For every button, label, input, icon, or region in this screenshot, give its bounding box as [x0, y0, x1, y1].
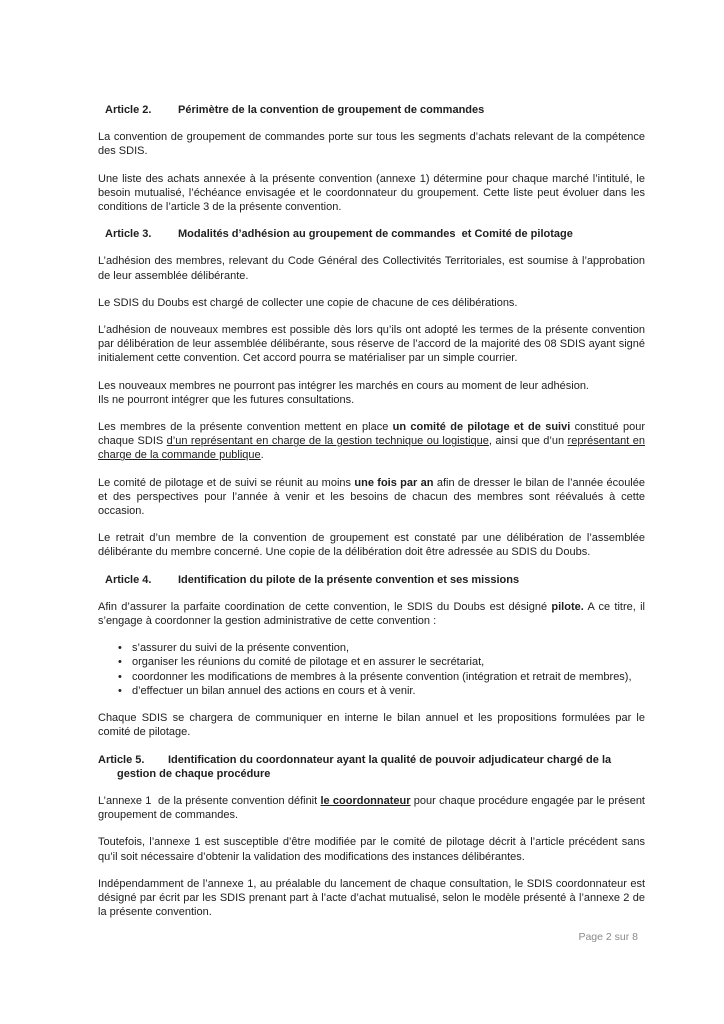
- article-3-title: Modalités d’adhésion au groupement de commandes et Comité de pilotage: [178, 228, 573, 241]
- pilot-missions-list: [98, 641, 645, 698]
- article-5-heading: [98, 753, 645, 781]
- paragraph-retrait-membre: Le retrait d’un membre de la convention de groupement est constaté par une délibération de l’assemblée délibérante du membre concerné. Une copie de la délibération doit être adressée au SDIS du Doubs.: [98, 532, 645, 559]
- list-item: • organiser les réunions du comité de pilotage et en assurer le secrétariat,: [132, 655, 645, 669]
- article-5-number: Article 5.: [98, 753, 145, 766]
- paragraph-comite-pilotage: Les membres de la présente convention mettent en place un comité de pilotage et de suivi constitué pour chaque SDIS d’un représentant en charge de la gestion technique ou logistique, ainsi que d’un représentant en charge de la commande publique.: [98, 421, 646, 462]
- article-3-heading: [105, 227, 645, 241]
- paragraph-modification-annexe: Toutefois, l’annexe 1 est susceptible d’être modifiée par le comité de pilotage décrit à l’article précédent sans qu’il soit nécessaire d’obtenir la validation des modifications des instances délibérantes.: [98, 836, 645, 863]
- paragraph-perimetre: La convention de groupement de commandes porte sur tous les segments d’achats relevant de la compétence des SDIS.: [98, 131, 645, 158]
- article-2-number: Article 2.: [105, 104, 152, 116]
- article-3-number: Article 3.: [105, 228, 152, 241]
- paragraph-reunion-annuelle: Le comité de pilotage et de suivi se réunit au moins une fois par an afin de dresser le bilan de l’année écoulée et des perspectives pour l’année à venir et les besoins de chacun des membres sont réévalués à cette occasion.: [98, 476, 645, 518]
- list-item: • d’effectuer un bilan annuel des actions en cours et à venir.: [132, 684, 645, 698]
- article-5-title: Identification du coordonnateur ayant la qualité de pouvoir adjudicateur chargé de la gestion de chaque procédure: [117, 753, 612, 780]
- page-number: Page 2 sur 8: [578, 931, 638, 943]
- article-4-number: Article 4.: [105, 573, 152, 586]
- paragraph-designation-pilote: Afin d’assurer la parfaite coordination de cette convention, le SDIS du Doubs est désigné pilote. A ce titre, il s’engage à coordonner la gestion administrative de cette convention :: [98, 600, 645, 628]
- article-4-title: Identification du pilote de la présente convention et ses missions: [178, 573, 520, 586]
- paragraph-adhesion-nouveaux: L’adhésion de nouveaux membres est possible dès lors qu’ils ont adopté les termes de la présente convention par délibération de leur assemblée délibérante, sous réserve de l’accord de la majorité des 08 SDIS ayant signé initialement cette convention. Cet accord pourra se matérialiser par un simple courrier.: [98, 324, 645, 365]
- paragraph-bilan-interne: Chaque SDIS se chargera de communiquer en interne le bilan annuel et les propositions formulées par le comité de pilotage.: [98, 712, 645, 739]
- paragraph-liste-achats: Une liste des achats annexée à la présente convention (annexe 1) détermine pour chaque marché l’intitulé, le besoin mutualisé, l’échéance envisagée et le coordonnateur du groupement. Cette liste peut évoluer dans les conditions de l’article 3 de la présente convention.: [98, 172, 645, 214]
- article-2-heading: [105, 103, 645, 117]
- list-item: • coordonner les modifications de membres à la présente convention (intégration et retrait de membres),: [132, 670, 645, 684]
- list-item: • s’assurer du suivi de la présente convention,: [132, 641, 645, 655]
- document-body: [98, 99, 645, 932]
- paragraph-adhesion-membres: L’adhésion des membres, relevant du Code Général des Collectivités Territoriales, est soumise à l’approbation de leur assemblée délibérante.: [98, 255, 645, 282]
- paragraph-nouveaux-membres: Les nouveaux membres ne pourront pas intégrer les marchés en cours au moment de leur adhésion. Ils ne pourront intégrer que les futures consultations.: [98, 379, 589, 406]
- article-4-heading: [105, 573, 645, 587]
- paragraph-sdis-doubs-collecte: Le SDIS du Doubs est chargé de collecter une copie de chacune de ces délibérations.: [98, 296, 518, 309]
- paragraph-designation-ecrite: Indépendamment de l’annexe 1, au préalable du lancement de chaque consultation, le SDIS coordonnateur est désigné par écrit par les SDIS prenant part à l’acte d’achat mutualisé, selon le modèle présenté à l’annexe 2 de la présente convention.: [98, 877, 645, 919]
- article-2-title: Périmètre de la convention de groupement de commandes: [178, 104, 485, 116]
- paragraph-annexe-coordonnateur: L’annexe 1 de la présente convention définit le coordonnateur pour chaque procédure engagée par le présent groupement de commandes.: [98, 794, 645, 822]
